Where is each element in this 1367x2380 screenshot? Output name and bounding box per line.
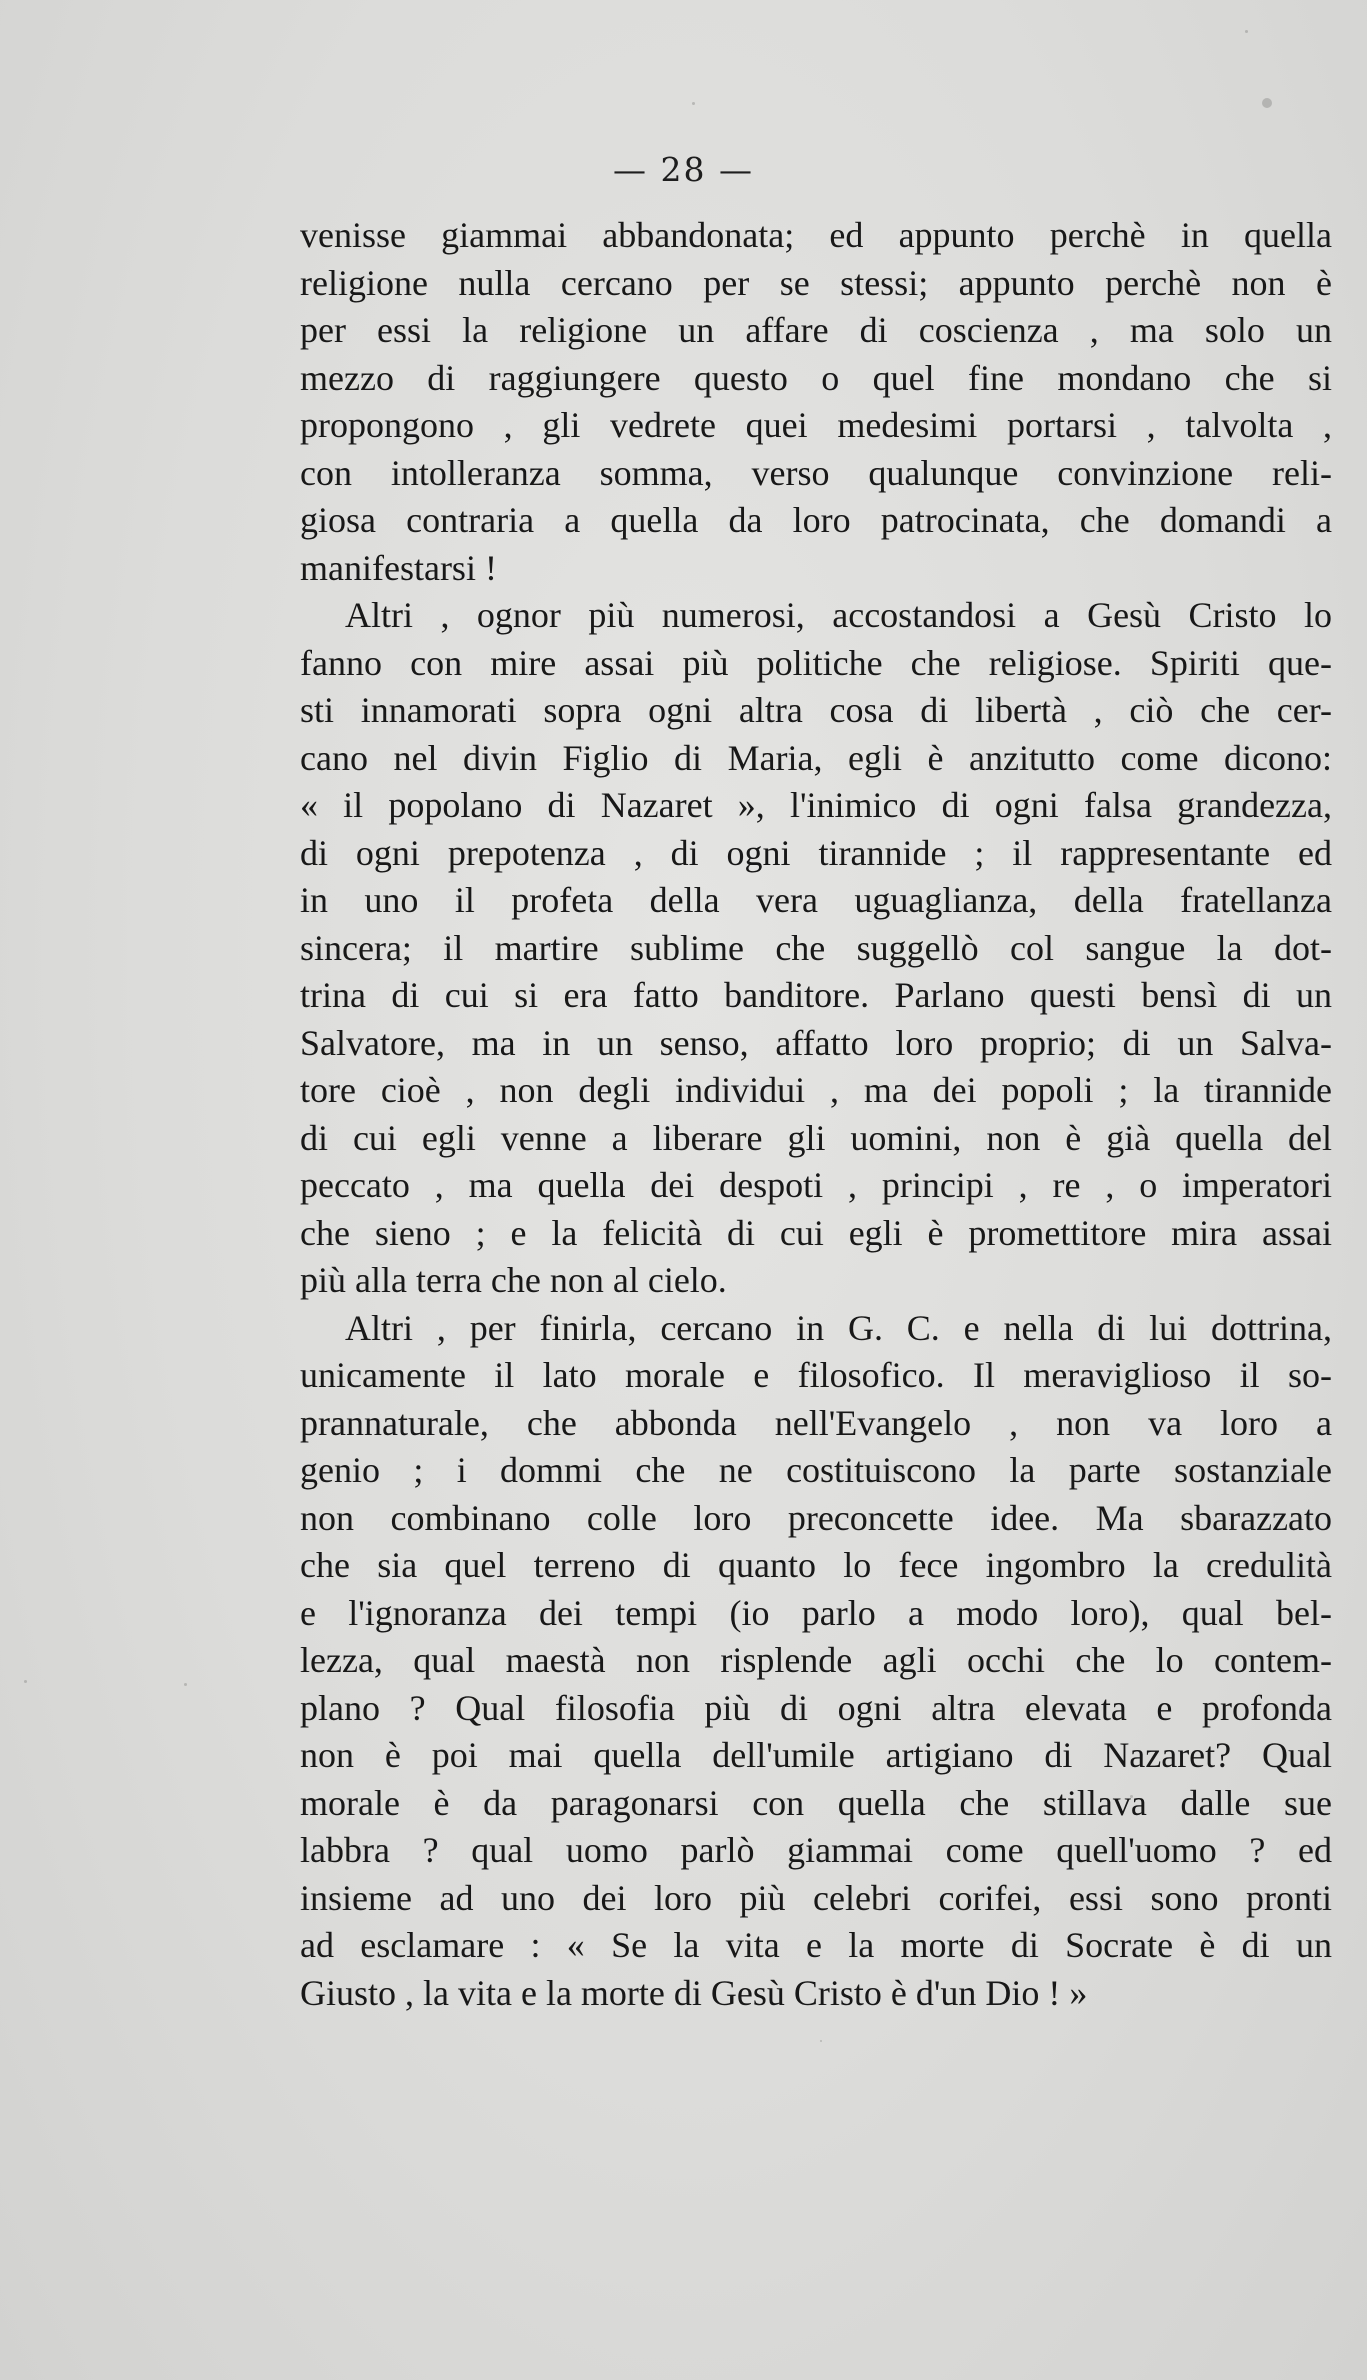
text-line: Salvatore, ma in un senso, affatto loro proprio; di un Salva- [300, 1022, 1332, 1063]
text-line: trina di cui si era fatto banditore. Parlano questi bensì di un [300, 975, 1332, 1015]
text-line: propongono , gli vedrete quei medesimi portarsi , talvolta , [300, 405, 1332, 445]
text-line: genio ; i dommi che ne costituiscono la parte sostanziale [300, 1450, 1332, 1490]
text-line: « il popolano di Nazaret », l'inimico di ogni falsa grandezza, [300, 785, 1332, 825]
text-line: che sia quel terreno di quanto lo fece ingombro la credulità [300, 1545, 1332, 1585]
text-line: labbra ? qual uomo parlò giammai come quell'uomo ? ed [300, 1830, 1332, 1870]
text-line: lezza, qual maestà non risplende agli occhi che lo contem- [300, 1640, 1332, 1680]
text-line: ad esclamare : « Se la vita e la morte di Socrate è di un [300, 1925, 1332, 1965]
text-line: morale è da paragonarsi con quella che stillava dalle sue [300, 1782, 1332, 1823]
text-line: prannaturale, che abbonda nell'Evangelo , non va loro a [300, 1402, 1332, 1443]
text-line: Altri , ognor più numerosi, accostandosi a Gesù Cristo lo [345, 595, 1332, 635]
text-line: con intolleranza somma, verso qualunque convinzione reli- [300, 452, 1332, 493]
paper-speck [24, 1680, 27, 1683]
text-line: di ogni prepotenza , di ogni tirannide ; il rappresentante ed [300, 832, 1332, 873]
text-line: sincera; il martire sublime che suggellò col sangue la dot- [300, 927, 1332, 968]
text-line: per essi la religione un affare di coscienza , ma solo un [300, 310, 1332, 350]
body-text [300, 212, 1332, 2017]
paper-speck [184, 1683, 187, 1686]
text-line: peccato , ma quella dei despoti , principi , re , o imperatori [300, 1165, 1332, 1205]
text-line: che sieno ; e la felicità di cui egli è promettitore mira assai [300, 1212, 1332, 1253]
text-line: non combinano colle loro preconcette idee. Ma sbarazzato [300, 1497, 1332, 1538]
paper-speck [1245, 30, 1248, 33]
text-line: sti innamorati sopra ogni altra cosa di libertà , ciò che cer- [300, 690, 1332, 730]
text-line: di cui egli venne a liberare gli uomini, non è già quella del [300, 1117, 1332, 1158]
text-line: Giusto , la vita e la morte di Gesù Cristo è d'un Dio ! » [300, 1972, 1088, 2013]
text-line: fanno con mire assai più politiche che religiose. Spiriti que- [300, 642, 1332, 683]
paper-speck [692, 102, 695, 105]
text-line: più alla terra che non al cielo. [300, 1260, 727, 1300]
text-line: cano nel divin Figlio di Maria, egli è anzitutto come dicono: [300, 737, 1332, 778]
text-line: unicamente il lato morale e filosofico. Il meraviglioso il so- [300, 1355, 1332, 1395]
text-line: insieme ad uno dei loro più celebri corifei, essi sono pronti [300, 1877, 1332, 1918]
text-line: e l'ignoranza dei tempi (io parlo a modo loro), qual bel- [300, 1592, 1332, 1633]
text-line: tore cioè , non degli individui , ma dei popoli ; la tirannide [300, 1070, 1332, 1110]
paper-speck [1262, 98, 1272, 108]
text-line: in uno il profeta della vera uguaglianza, della fratellanza [300, 880, 1332, 920]
text-line: plano ? Qual filosofia più di ogni altra elevata e profonda [300, 1687, 1332, 1728]
text-line: mezzo di raggiungere questo o quel fine mondano che si [300, 357, 1332, 398]
text-line: non è poi mai quella dell'umile artigiano di Nazaret? Qual [300, 1735, 1332, 1775]
text-line: giosa contraria a quella da loro patrocinata, che domandi a [300, 500, 1332, 540]
text-line: Altri , per finirla, cercano in G. C. e nella di lui dottrina, [345, 1307, 1332, 1348]
paper-speck [820, 2040, 822, 2042]
page-number: — 28 — [613, 150, 754, 189]
text-line: manifestarsi ! [300, 547, 497, 588]
text-line: venisse giammai abbandonata; ed appunto perchè in quella [300, 215, 1332, 255]
text-line: religione nulla cercano per se stessi; appunto perchè non è [300, 262, 1332, 303]
